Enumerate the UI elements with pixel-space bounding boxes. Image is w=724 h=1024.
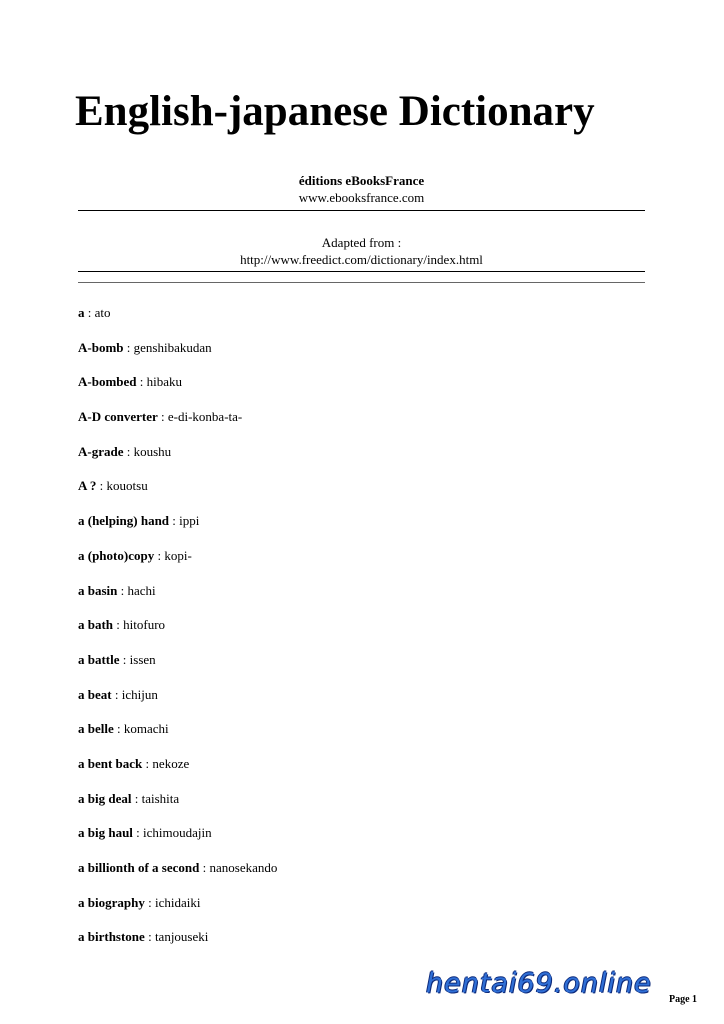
page-number: Page 1	[669, 994, 698, 1005]
entry-translation: issen	[129, 651, 156, 667]
dictionary-entry	[78, 686, 277, 721]
entry-separator: :	[132, 825, 144, 841]
entry-term: A-grade	[78, 443, 124, 459]
entry-separator: :	[113, 721, 124, 737]
entry-term: a belle	[78, 721, 114, 737]
entry-term: a	[78, 305, 85, 320]
dictionary-entry	[78, 512, 277, 547]
publisher-name: éditions eBooksFrance	[298, 173, 425, 188]
entry-term: A-D converter	[78, 409, 158, 425]
dictionary-entry	[78, 547, 277, 582]
entry-separator: :	[123, 443, 134, 459]
entry-separator: :	[157, 409, 168, 425]
dictionary-entry	[78, 339, 277, 374]
entry-separator: :	[169, 513, 180, 529]
entry-translation: hibaku	[146, 374, 183, 390]
entry-term: a billionth of a second	[78, 860, 200, 875]
entry-term: a big haul	[78, 825, 133, 841]
entry-term: a (photo)copy	[78, 547, 155, 563]
entry-separator: :	[144, 929, 155, 945]
entry-term: a bent back	[78, 755, 143, 771]
entry-translation: ichidaiki	[154, 894, 201, 910]
dictionary-entry	[78, 755, 277, 790]
entry-translation: koushu	[133, 443, 172, 459]
dictionary-entry	[78, 616, 277, 651]
entry-term: a big deal	[78, 790, 132, 806]
document-title: English-japanese Dictionary	[75, 88, 595, 135]
entry-translation: ichijun	[121, 686, 158, 702]
entry-term: a bath	[78, 617, 114, 633]
dictionary-entry	[78, 720, 277, 755]
entry-translation: hitofuro	[123, 617, 166, 633]
dictionary-entry	[78, 824, 277, 859]
entry-separator: :	[136, 374, 147, 390]
entry-separator: :	[96, 478, 107, 494]
entry-translation: e-di-konba-ta-	[167, 409, 243, 425]
entry-separator: :	[131, 790, 142, 806]
entry-separator: :	[154, 547, 165, 563]
entry-separator: :	[111, 686, 122, 702]
divider-bottom	[78, 271, 645, 272]
entry-translation: komachi	[123, 721, 169, 737]
entry-separator: :	[123, 339, 134, 355]
dictionary-entry	[78, 790, 277, 825]
entry-term: A-bombed	[78, 374, 137, 390]
dictionary-entry	[78, 477, 277, 512]
entry-term: a beat	[78, 686, 112, 702]
entry-separator: :	[117, 582, 128, 598]
dictionary-entry	[78, 859, 277, 894]
entry-separator: :	[119, 651, 130, 667]
entry-translation: nanosekando	[209, 860, 278, 875]
entry-term: a battle	[78, 651, 120, 667]
entry-term: a (helping) hand	[78, 513, 170, 529]
divider-top	[78, 210, 645, 211]
entry-translation: ippi	[179, 513, 200, 529]
entry-term: a birthstone	[78, 929, 145, 945]
entry-translation: taishita	[141, 790, 180, 806]
entry-separator: :	[144, 894, 155, 910]
entry-term: A ?	[78, 478, 97, 494]
dictionary-entry	[78, 894, 277, 929]
entry-term: A-bomb	[78, 339, 124, 355]
dictionary-entry-list	[78, 304, 277, 963]
entry-translation: ichimoudajin	[143, 825, 212, 841]
dictionary-entry	[78, 408, 277, 443]
dictionary-entry	[78, 443, 277, 478]
dictionary-entry	[78, 582, 277, 617]
dictionary-entry	[78, 651, 277, 686]
entry-separator: :	[199, 860, 210, 875]
entry-separator: :	[113, 617, 124, 633]
entry-term: a biography	[78, 894, 145, 910]
publisher-url: www.ebooksfrance.com	[298, 190, 425, 205]
adapted-from-url: http://www.freedict.com/dictionary/index.html	[240, 252, 483, 267]
divider-bottom-thin	[78, 282, 645, 283]
entry-translation: ato	[94, 305, 111, 320]
entry-separator: :	[84, 305, 95, 320]
entry-translation: kopi-	[164, 547, 192, 563]
entry-translation: kouotsu	[106, 478, 148, 494]
dictionary-entry	[78, 304, 277, 339]
dictionary-entry	[78, 928, 277, 963]
watermark-logo: hentai69.online	[426, 968, 652, 999]
adapted-from-label: Adapted from :	[321, 235, 402, 250]
entry-term: a basin	[78, 582, 118, 598]
entry-translation: genshibakudan	[133, 339, 212, 355]
entry-separator: :	[142, 755, 153, 771]
entry-translation: hachi	[127, 582, 156, 598]
dictionary-entry	[78, 373, 277, 408]
entry-translation: tanjouseki	[154, 929, 209, 945]
entry-translation: nekoze	[152, 755, 190, 771]
